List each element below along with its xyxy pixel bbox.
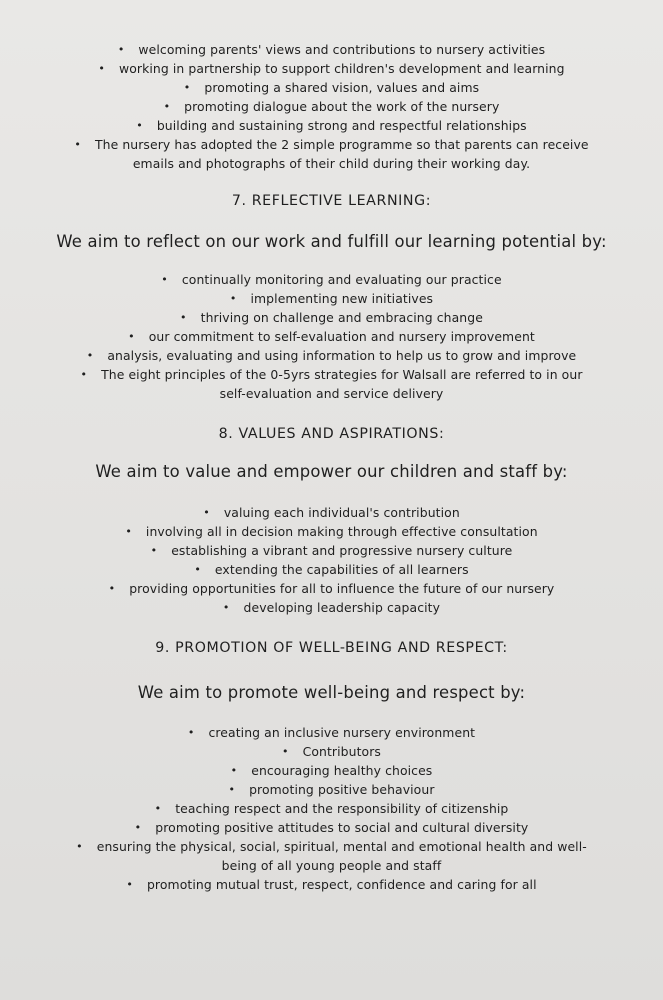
bullet-icon: • xyxy=(229,292,237,305)
section-7-heading: 7. REFLECTIVE LEARNING: xyxy=(231,193,432,209)
list-item xyxy=(0,78,663,97)
list-item-text: ensuring the physical, social, spiritual, mental and emotional health and well- xyxy=(96,839,587,854)
list-item-text: being of all young people and staff xyxy=(221,858,442,873)
list-item xyxy=(0,97,663,116)
bullet-icon: • xyxy=(136,119,143,132)
list-item-text: analysis, evaluating and using information to help us to grow and improve xyxy=(107,348,577,363)
bullet-icon: • xyxy=(150,544,158,557)
list-item xyxy=(0,818,663,837)
section-9-heading: 9. PROMOTION OF WELL-BEING AND RESPECT: xyxy=(155,640,508,656)
list-item xyxy=(0,541,663,560)
list-item xyxy=(0,503,663,522)
bullet-icon: • xyxy=(80,368,88,381)
list-item-text: continually monitoring and evaluating our practice xyxy=(181,272,502,287)
list-item-text: The nursery has adopted the 2 simple programme so that parents can receive xyxy=(94,137,589,152)
list-item-text: our commitment to self-evaluation and nursery improvement xyxy=(148,329,535,344)
list-item-text: building and sustaining strong and respectful relationships xyxy=(156,118,527,133)
section-8-bullet-list xyxy=(0,503,663,617)
bullet-icon: • xyxy=(282,745,289,758)
bullet-icon: • xyxy=(194,563,201,576)
bullet-icon: • xyxy=(203,506,210,519)
list-item xyxy=(0,135,663,154)
bullet-icon: • xyxy=(98,62,105,75)
list-item xyxy=(0,59,663,78)
section-7-intro: We aim to reflect on our work and fulfill our learning potential by: xyxy=(56,232,607,251)
list-item-continuation xyxy=(0,384,663,403)
section-8-heading: 8. VALUES AND ASPIRATIONS: xyxy=(218,426,445,442)
bullet-icon: • xyxy=(183,81,191,94)
list-item xyxy=(0,116,663,135)
list-item-text: working in partnership to support children's development and learning xyxy=(118,61,565,76)
list-item-text: emails and photographs of their child during their working day. xyxy=(132,156,531,171)
list-item-text: establishing a vibrant and progressive nursery culture xyxy=(171,543,513,558)
list-item xyxy=(0,522,663,541)
list-item-text: thriving on challenge and embracing change xyxy=(200,310,483,325)
list-item xyxy=(0,723,663,742)
list-item xyxy=(0,560,663,579)
list-item-text: encouraging healthy choices xyxy=(251,763,433,778)
bullet-icon: • xyxy=(86,349,94,362)
list-item-text: involving all in decision making through effective consultation xyxy=(145,524,538,539)
list-item xyxy=(0,799,663,818)
list-item xyxy=(0,308,663,327)
bullet-icon: • xyxy=(230,764,238,777)
list-item-text: valuing each individual's contribution xyxy=(223,505,460,520)
bullet-icon: • xyxy=(74,138,81,151)
list-item-text: extending the capabilities of all learners xyxy=(214,562,469,577)
bullet-icon: • xyxy=(128,330,135,343)
partnership-bullet-list xyxy=(0,40,663,173)
list-item xyxy=(0,742,663,761)
list-item-text: promoting mutual trust, respect, confidence and caring for all xyxy=(146,877,537,892)
list-item-continuation xyxy=(0,856,663,875)
list-item-text: promoting positive behaviour xyxy=(249,782,435,797)
section-7-bullet-list xyxy=(0,270,663,403)
list-item-text: self-evaluation and service delivery xyxy=(219,386,444,401)
list-item-text: welcoming parents' views and contributions to nursery activities xyxy=(138,42,546,57)
bullet-icon: • xyxy=(228,783,236,796)
list-item-text: The eight principles of the 0-5yrs strategies for Walsall are referred to in our xyxy=(101,367,583,382)
bullet-icon: • xyxy=(163,100,171,113)
list-item-text: implementing new initiatives xyxy=(250,291,434,306)
list-item-text: teaching respect and the responsibility of citizenship xyxy=(175,801,509,816)
list-item xyxy=(0,780,663,799)
list-item-text: Contributors xyxy=(302,744,381,759)
list-item-text: creating an inclusive nursery environment xyxy=(208,725,476,740)
bullet-icon: • xyxy=(154,802,162,815)
bullet-icon: • xyxy=(187,726,195,739)
bullet-icon: • xyxy=(134,821,142,834)
list-item xyxy=(0,289,663,308)
list-item xyxy=(0,327,663,346)
bullet-icon: • xyxy=(222,601,230,614)
list-item-continuation xyxy=(0,154,663,173)
section-9-bullet-list xyxy=(0,723,663,894)
bullet-icon: • xyxy=(161,273,168,286)
list-item-text: promoting positive attitudes to social and cultural diversity xyxy=(155,820,529,835)
list-item xyxy=(0,837,663,856)
list-item xyxy=(0,875,663,894)
bullet-icon: • xyxy=(76,840,83,853)
bullet-icon: • xyxy=(180,311,187,324)
list-item-text: promoting a shared vision, values and aims xyxy=(204,80,480,95)
list-item-text: providing opportunities for all to influence the future of our nursery xyxy=(129,581,555,596)
list-item xyxy=(0,270,663,289)
list-item xyxy=(0,346,663,365)
bullet-icon: • xyxy=(117,43,125,56)
list-item xyxy=(0,761,663,780)
list-item xyxy=(0,598,663,617)
list-item xyxy=(0,579,663,598)
list-item xyxy=(0,365,663,384)
list-item-text: promoting dialogue about the work of the nursery xyxy=(184,99,500,114)
list-item xyxy=(0,40,663,59)
section-8-intro: We aim to value and empower our children and staff by: xyxy=(95,462,568,481)
section-9-intro: We aim to promote well-being and respect by: xyxy=(137,683,526,702)
bullet-icon: • xyxy=(108,582,116,595)
bullet-icon: • xyxy=(125,525,132,538)
bullet-icon: • xyxy=(126,878,133,891)
list-item-text: developing leadership capacity xyxy=(243,600,441,615)
